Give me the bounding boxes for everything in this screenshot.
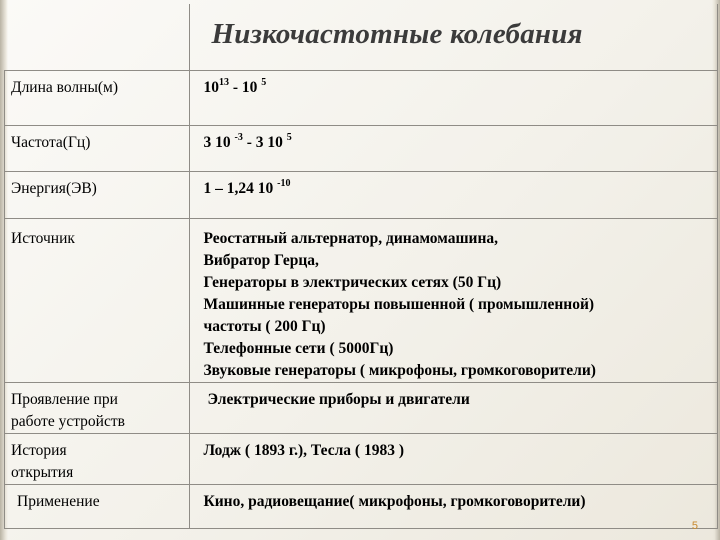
wavelength-exp1: 13 [219,76,229,88]
source-line: Машинные генераторы повышенной ( промышленной) [203,296,595,313]
row-label: Длина волны(м) [5,71,190,126]
energy-prefix: 1 – 1,24 10 [203,180,274,197]
source-line: Вибратор Герца, [203,252,319,269]
row-value [189,71,718,126]
frequency-sep: - 3 10 [242,134,283,151]
frequency-prefix1: 3 10 [203,134,231,151]
table-row-history [5,434,718,485]
row-value [189,126,718,172]
history-value: Лодж ( 1893 г.), Тесла ( 1983 ) [203,442,405,459]
row-label: Источник [5,219,190,383]
properties-table [4,4,718,529]
frequency-exp1: -3 [234,131,243,143]
slide-title: Низкочастотные колебания [211,18,583,50]
row-label [5,434,190,485]
table-row-source [5,219,718,383]
row-value [189,434,718,485]
energy-exp: -10 [277,177,291,189]
row-label [5,485,190,529]
application-label: Применение [17,493,100,510]
application-value: Кино, радиовещание( микрофоны, громкоговорители) [203,493,586,510]
row-label [5,383,190,434]
title-row-empty-cell [5,4,190,71]
row-label-line: История [11,442,67,459]
table-row-frequency [5,126,718,172]
row-label: Частота(Гц) [5,126,190,172]
page-number: 5 [691,520,698,532]
manifestation-value: Электрические приборы и двигатели [207,391,470,408]
row-value [189,383,718,434]
wavelength-sep: - [229,79,242,96]
table-row-energy [5,172,718,219]
title-cell [189,4,718,71]
row-value [189,172,718,219]
row-value [189,219,718,383]
frequency-exp2: 5 [286,131,292,143]
source-line: Реостатный альтернатор, динамомашина, [203,230,499,247]
source-line: частоты ( 200 Гц) [203,318,326,335]
row-value [189,485,718,529]
source-line: Генераторы в электрических сетях (50 Гц) [203,274,502,291]
row-label-line: открытия [11,464,74,481]
table-row-manifestation [5,383,718,434]
row-label: Энергия(ЭВ) [5,172,190,219]
wavelength-base1: 10 [203,79,219,96]
table-row-wavelength [5,71,718,126]
table-row-application [5,485,718,529]
wavelength-exp2: 5 [261,76,267,88]
row-label-line: работе устройств [11,413,125,430]
title-row [5,4,718,71]
source-line: Звуковые генераторы ( микрофоны, громкоговорители) [203,362,596,379]
source-line: Телефонные сети ( 5000Гц) [203,340,394,357]
row-label-line: Проявление при [11,391,118,408]
wavelength-base2: 10 [241,79,258,96]
